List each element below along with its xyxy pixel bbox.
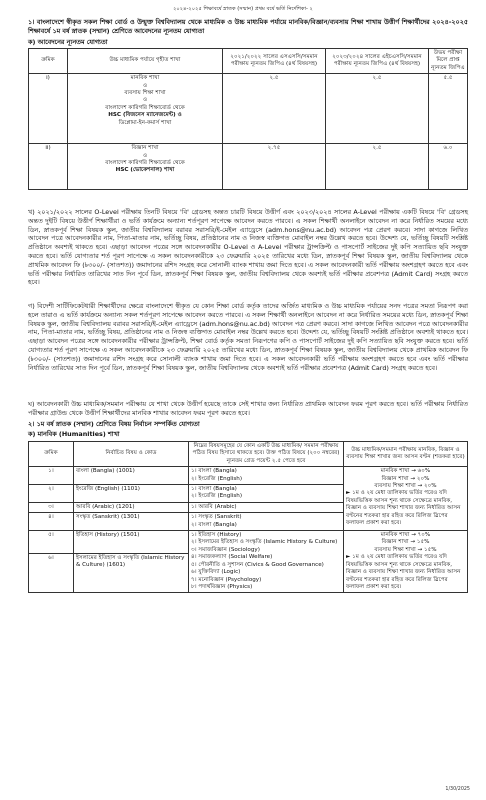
section-2-title: ২। ১ম বর্ষ স্নাতক (সম্মান) শ্রেণিতে বিষয় নির্বাচন সম্পর্কিত যোগ্যতা: [28, 420, 200, 428]
row-total-gpa: ৬.০: [429, 144, 468, 190]
row-stream: [68, 74, 223, 144]
requirement-item: ১। বাংলা (Bangla): [191, 468, 237, 475]
row-requirements: [189, 485, 344, 503]
row-total-gpa: ৫.৫: [429, 74, 468, 144]
requirement-item: ১। বাংলা (Bangla): [191, 486, 237, 493]
stream-line: মানবিক শাখা: [130, 75, 160, 82]
col-header-subject: নির্বাচিত বিষয় ও কোড: [74, 442, 189, 467]
col-header-seat-allocation: উচ্চ মাধ্যমিক/সমমান পরীক্ষায় মানবিক, বিজ্ঞান ও ব্যবসায় শিক্ষা শাখার জন্য আসন বণ্টন (শতকরা হারে): [344, 442, 468, 467]
stream-line: বাংলাদেশ কারিগরি শিক্ষাবোর্ড থেকে: [105, 104, 185, 111]
section-2-subheading: ক) মানবিক (Humanities) শাখা: [28, 430, 120, 438]
row-subject: আরবি (Arabic) (1201): [74, 502, 189, 512]
row-serial: i): [29, 74, 68, 144]
requirement-item: ৫। পৌরনীতি ও সুশাসন (Civics & Good Governance): [191, 561, 324, 568]
row-subject: ইতিহাস (History) (1501): [74, 531, 189, 554]
row-subject: বাংলা (Bangla) (1001): [74, 467, 189, 485]
row-subject: সংস্কৃত (Sanskrit) (1301): [74, 513, 189, 531]
eligibility-table: [28, 48, 468, 190]
row-requirements: [189, 502, 344, 512]
requirement-item: ৪। সমাজকল্যাণ (Social Welfare): [191, 554, 273, 561]
stream-line: ডিপ্লোমা-ইন-কমার্স শাখা: [118, 119, 172, 126]
alloc-science: বিজ্ঞান শাখা → ১৫%: [381, 539, 430, 546]
stream-line: HSC (বিজনেস ম্যানেজমেন্ট) ও: [108, 112, 182, 119]
paragraph-kha: খ) ২০২১/২০২২ সালের O-Level পরীক্ষায় তিনটি বিষয়ে 'বি' গ্রেডসহ অন্তত চারটি বিষয়ে উত্তীর্ণ এবং ২০২৩/২০২৪ সালের A-Level পরীক্ষায় একটি বিষয়ে 'বি' গ্রেডসহ অন্তত দুইটি বিষয়ে উত্তীর্ণ শিক্ষার্থীরা ও ভর্তি কার্যক্রমে অন্যান্য শর্তপূরণ সাপেক্ষে আবেদন করতে পারবে। এ সকল শিক্ষার্থী অনলাইনে আবেদন না করে নির্ধারিত সময়ের মধ্যে ডিন, স্নাতকপূর্ব শিক্ষা বিষয়ক স্কুল, জাতীয় বিশ্ববিদ্যালয় বরাবর সরাসরি/ই-মেইল এ্যাড্রেসে (adm.hons@nu.ac.bd) আবেদন পত্র প্রেরণ করবে। সাদা কাগজে লিখিত আবেদন পত্রে আবেদনকারীর নাম, পিতা-মাতার নাম, ভর্তিচ্ছু বিষয়, প্রতিষ্ঠানের নাম ও নিজস্ব ব্যক্তিগত মোবাইল নম্বর উল্লেখ করতে হবে। উদ্দেশ্য যে, ভর্তিচ্ছু বিষয়টি সংশ্লিষ্ট প্রতিষ্ঠানে অবশ্যই থাকতে হবে। এছাড়া আবেদন পত্রের সঙ্গে আবেদনকারীর O-Level ও A-Level পরীক্ষার ট্রান্সক্রিপ্ট ও পাসপোর্ট সাইজের দুই কপি সত্যায়িত ছবি সংযুক্ত করতে হবে। ভর্তি যোগ্যতার শর্ত পূরণ সাপেক্ষে এ সকল আবেদনকারীকে ২৩ ফেব্রুয়ারি ২০২৫ তারিখের মধ্যে ডিন, স্নাতকপূর্ব শিক্ষা বিষয়ক স্কুল, জাতীয় বিশ্ববিদ্যালয় থেকে প্রাথমিক আবেদন ফি (৳৩০০/- (সাতশত)) জমাদানের রশিদ সংগ্রহ করে সোনালী ব্যাংক শাখায় জমা দিতে হবে। এ সকল আবেদনকারী ভর্তি পরীক্ষায় অংশগ্রহণ করতে হবে এবং ভর্তি পরীক্ষার নির্ধারিত তারিখের সাত দিন পূর্বে ডিন, স্নাতকপূর্ব শিক্ষা বিষয়ক স্কুল, জাতীয় বিশ্ববিদ্যালয় থেকে অবশ্যই ভর্তি পরীক্ষার প্রবেশপত্র (Admit Card) সংগ্রহ করতে হবে।: [28, 208, 468, 287]
row-hsc-gpa: ২.৫: [326, 74, 429, 144]
col-header-stream: উচ্চ মাধ্যমিক পর্যায়ে গৃহীত শাখা: [68, 49, 223, 74]
requirement-item: ২। বাংলা (Bangla): [191, 521, 237, 528]
alloc-business: ব্যবসায় শিক্ষা শাখা → ১৫%: [374, 546, 437, 553]
requirement-item: ৩। সমাজবিজ্ঞান (Sociology): [191, 546, 260, 553]
row-serial: ৬।: [29, 554, 74, 593]
stream-line: ব্যবসায় শিক্ষা শাখা: [124, 90, 166, 97]
requirement-item: ৭। মনোবিজ্ঞান (Psychology): [191, 576, 262, 583]
table-row: [29, 74, 468, 144]
paragraph-ga: গ) বিদেশী সার্টিফিকেটধারী শিক্ষার্থীদের ক্ষেত্রে বাংলাদেশে স্বীকৃত যে কোন শিক্ষা বোর্ড কর্তৃক তাদের অর্জিত মাধ্যমিক ও উচ্চ মাধ্যমিক পর্যায়ের সনদ পত্রের সমতা নিরূপণ করা হলে তারাও এ ভর্তি কার্যক্রমে অন্যান্য সকল শর্তপূরণ সাপেক্ষে আবেদন করতে পারবে। এ সকল শিক্ষার্থী অনলাইনে আবেদন না করে নির্ধারিত সময়ের মধ্যে ডিন, স্নাতকপূর্ব শিক্ষা বিষয়ক স্কুল, জাতীয় বিশ্ববিদ্যালয় বরাবর সরাসরি/ই-মেইল এ্যাড্রেসে (adm.hons@nu.ac.bd) আবেদন পত্র প্রেরণ করবে। সাদা কাগজে লিখিত আবেদন পত্রে আবেদনকারীর নাম, পিতা-মাতার নাম, ভর্তিচ্ছু বিষয়, প্রতিষ্ঠানের নাম ও নিজস্ব ব্যক্তিগত মোবাইল নম্বর উল্লেখ করতে হবে। উদ্দেশ্য যে, ভর্তিচ্ছু বিষয়টি সংশ্লিষ্ট প্রতিষ্ঠানে অবশ্যই থাকতে হবে। এছাড়া আবেদন পত্রের সঙ্গে আবেদনকারীর পরীক্ষার ট্রান্সক্রিপ্ট, শিক্ষা বোর্ড কর্তৃক সমতা নিরূপণের কপি ও পাসপোর্ট সাইজের দুই কপি সত্যায়িত ছবি সংযুক্ত করতে হবে। ভর্তি যোগ্যতার শর্ত পূরণ সাপেক্ষে এ সকল আবেদনকারীকে ২৩ ফেব্রুয়ারি ২০২৫ তারিখের মধ্যে ডিন, স্নাতকপূর্ব শিক্ষা বিষয়ক স্কুল, জাতীয় বিশ্ববিদ্যালয় থেকে প্রাথমিক আবেদন ফি (৳৩০০/- (সাতশত)) জমাদানের রশিদ সংগ্রহ করে সোনালী ব্যাংক শাখায় জমা দিতে হবে। এ সকল আবেদনকারী ভর্তি পরীক্ষায় অংশগ্রহণ করতে হবে এবং ভর্তি পরীক্ষার নির্ধারিত তারিখের সাত দিন পূর্বে ডিন, স্নাতকপূর্ব শিক্ষা বিষয়ক স্কুল, জাতীয় বিশ্ববিদ্যালয় থেকে অবশ্যই ভর্তি পরীক্ষার প্রবেশপত্র (Admit Card) সংগ্রহ করতে হবে।: [28, 302, 468, 372]
alloc-humanities: মানবিক শাখা → ৬০%: [380, 468, 431, 475]
row-subject: ইংরেজি (English) (1101): [74, 485, 189, 503]
stream-line: বিজ্ঞান শাখা: [131, 145, 159, 152]
row-requirements: [189, 513, 344, 531]
requirement-item: ১। ইতিহাস (History): [191, 532, 242, 539]
row-serial: ১।: [29, 467, 74, 485]
section-1-intro: ১। বাংলাদেশে স্বীকৃত সকল শিক্ষা বোর্ড ও উন্মুক্ত বিশ্ববিদ্যালয় থেকে মাধ্যমিক ও উচ্চ মাধ্যমিক পর্যায়ে মানবিক/বিজ্ঞান/ব্যবসায় শিক্ষা শাখায় উত্তীর্ণ শিক্ষার্থীদের ২০২৪-২০২৫ শিক্ষাবর্ষে ১ম বর্ষ স্নাতক (সম্মান) শ্রেণিতে আবেদনের ন্যূনতম যোগ্যতা: [28, 18, 468, 35]
col-header-requirements: নিম্নের বিষয়সমূহের যে কোন একটি উচ্চ মাধ্যমিক/ সমমান পরীক্ষায় পঠিত বিষয় হিসাবে থাকতে হবে। উক্ত পঠিত বিষয়ে (২০০ নম্বরের) ন্যূনতম গ্রেড পয়েন্ট ২.৫ পেতে হবে: [189, 442, 344, 467]
row-requirements: [189, 531, 344, 593]
paragraph-gha: ঘ) আবেদনকারী উচ্চ মাধ্যমিক/সমমান পরীক্ষায় যে শাখা থেকে উত্তীর্ণ হয়েছে তাকে সেই শাখার জন্য নির্ধারিত প্রাথমিক আবেদন ফরম পূরণ করতে হবে। ভর্তি পরীক্ষায় নির্ধারিত পরীক্ষার গ্রাউন্ড থেকে উত্তীর্ণ শিক্ষার্থীদের মানবিক শাখার আবেদন ফরম পূরণ করতে হবে।: [28, 400, 468, 417]
row-stream: [68, 144, 223, 190]
seat-allocation-block-2: [344, 531, 468, 593]
col-header-serial: ক্রমিক: [29, 442, 74, 467]
seat-allocation-block-1: [344, 467, 468, 531]
alloc-note: ► ১ম ও ২য় মেধা তালিকায় ভর্তির পরেও যদি বিষয়ভিত্তিক আসন শূন্য থাকে সেক্ষেত্রে মানবিক, বিজ্ঞান ও ব্যবসায় শিক্ষা শাখার জন্য নির্ধারিত আসন বণ্টনের শতকরা হার রহিত করে রিলিজ স্লিপের ফলাফল প্রকাশ করা হবে।: [346, 490, 461, 527]
requirement-item: ১। আরবি (Arabic): [191, 503, 237, 510]
row-serial: ii): [29, 144, 68, 190]
requirement-item: ২। ইংরেজি (English): [191, 475, 243, 482]
row-serial: ৪।: [29, 513, 74, 531]
requirement-item: ২। ইসলামের ইতিহাস ও সংস্কৃতি (Islamic History & Culture): [191, 539, 338, 546]
row-ssc-gpa: ২.৭৫: [223, 144, 326, 190]
page-footer-date: 1/30/2025: [445, 787, 470, 792]
requirement-item: ৮। পদার্থবিজ্ঞান (Physics): [191, 583, 253, 590]
col-header-ssc-gpa: ২০২১/২০২২ সালের এসএসসি/সমমান পরীক্ষায় ন্যূনতম জিপিএ (৪র্থ বিষয়সহ): [223, 49, 326, 74]
alloc-humanities: মানবিক শাখা → ৭০%: [380, 532, 431, 539]
requirement-item: ৬। যুক্তিবিদ্যা (Logic): [191, 569, 241, 576]
col-header-serial: ক্রমিক: [29, 49, 68, 74]
row-serial: ২।: [29, 485, 74, 503]
alloc-business: ব্যবসায় শিক্ষা শাখা → ২০%: [374, 483, 437, 490]
row-serial: ৫।: [29, 531, 74, 554]
stream-line: ও: [142, 152, 148, 159]
row-ssc-gpa: ২.৫: [223, 74, 326, 144]
alloc-note: ► ১ম ও ২য় মেধা তালিকায় ভর্তির পরেও যদি বিষয়ভিত্তিক আসন শূন্য থাকে সেক্ষেত্রে মানবিক, বিজ্ঞান ও ব্যবসায় শিক্ষা শাখার জন্য নির্ধারিত আসন বণ্টনের শতকরা হার রহিত করে রিলিজ স্লিপের ফলাফল প্রকাশ করা হবে।: [346, 554, 461, 590]
page-header: ২০২৪-২০২৫ শিক্ষাবর্ষে স্নাতক (সম্মান) প্রথম বর্ষে ভর্তি নির্দেশিকা- ২: [173, 6, 313, 12]
section-1-subheading: ক) আবেদনের ন্যূনতম যোগ্যতা: [28, 38, 108, 46]
row-hsc-gpa: ২.৫: [326, 144, 429, 190]
stream-line: HSC (ভোকেশনাল) শাখা: [115, 167, 175, 174]
row-serial: ৩।: [29, 502, 74, 512]
requirement-item: ২। ইংরেজি (English): [191, 493, 243, 500]
col-header-total-gpa: উভয় পরীক্ষা মিলে প্রাপ্ত ন্যূনতম জিপিএ: [429, 49, 468, 74]
stream-line: ও: [142, 97, 148, 104]
row-subject: ইসলামের ইতিহাস ও সংস্কৃতি (Islamic History & Culture) (1601): [74, 554, 189, 593]
table-header-row: [29, 49, 468, 74]
row-requirements: [189, 467, 344, 485]
col-header-hsc-gpa: ২০২৩/২০২৪ সালের এইচএসসি/সমমান পরীক্ষায় ন্যূনতম জিপিএ (৪র্থ বিষয়সহ): [326, 49, 429, 74]
table-row: [29, 144, 468, 190]
stream-line: ও: [142, 82, 148, 89]
subject-table: [28, 441, 468, 593]
table-row: [29, 467, 468, 485]
stream-line: বাংলাদেশ কারিগরি শিক্ষাবোর্ড থেকে: [105, 160, 185, 167]
requirement-item: ১। সংস্কৃত (Sanskrit): [191, 514, 242, 521]
table-header-row: [29, 442, 468, 467]
alloc-science: বিজ্ঞান শাখা → ২০%: [381, 475, 430, 482]
table-row: [29, 531, 468, 554]
